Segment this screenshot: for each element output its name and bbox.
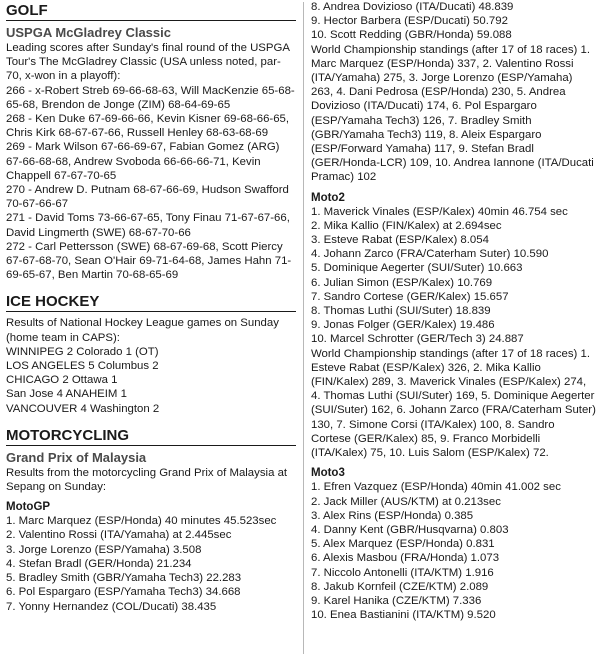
moto-rule [6, 445, 296, 446]
moto3-result: 8. Jakub Kornfeil (CZE/KTM) 2.089 [311, 580, 489, 593]
moto3-result: 3. Alex Rins (ESP/Honda) 0.385 [311, 509, 474, 522]
motogp-standings: World Championship standings (after 17 of 18 races) 1. Marc Marquez (ESP/Honda) 337, 2. Valentino Rossi (ITA/Yamaha) 275, 3. Jorge Lorenzo (ESP/Yamaha) 263, 4. Dani Pedrosa (ESP/Honda) 230, 5. Andrea Dovizioso (ITA/Ducati) 174, 6. Pol Espargaro (ESP/Yamaha Tech3) 126, 7. Bradley Smith (GBR/Yamaha Tech3) 119, 8. Aleix Espargaro (ESP/Forward Yamaha) 117, 9. Stefan Bradl (GER/Honda-LCR) 109, 10. Andrea Iannone (ITA/Ducati Pramac) 102 [311, 43, 594, 184]
golf-score: 271 - David Toms 73-66-67-65, Tony Finau 71-67-67-66, David Lingmerth (SWE) 68-67-70-66 [6, 212, 290, 239]
motogp-result: 2. Valentino Rossi (ITA/Yamaha) at 2.445sec [6, 529, 232, 542]
golf-score: 270 - Andrew D. Putnam 68-67-66-69, Hudson Swafford 70-67-66-67 [6, 184, 289, 211]
moto2-result: 9. Jonas Folger (GER/Kalex) 19.486 [311, 319, 495, 332]
motogp-result: 7. Yonny Hernandez (COL/Ducati) 38.435 [6, 600, 217, 613]
moto3-result: 7. Niccolo Antonelli (ITA/KTM) 1.916 [311, 566, 494, 579]
moto3-result: 4. Danny Kent (GBR/Husqvarna) 0.803 [311, 523, 509, 536]
moto2-result: 7. Sandro Cortese (GER/Kalex) 15.657 [311, 290, 509, 303]
motogp-result: 9. Hector Barbera (ESP/Ducati) 50.792 [311, 15, 508, 28]
moto2-result: 4. Johann Zarco (FRA/Caterham Suter) 10.590 [311, 248, 549, 261]
moto3-result: 2. Jack Miller (AUS/KTM) at 0.213sec [311, 495, 501, 508]
golf-score: 272 - Carl Pettersson (SWE) 68-67-69-68, Scott Piercy 67-67-68-70, Sean O'Hair 69-71-64-68, James Hahn 71-69-65-67, Ben Martin 70-68-65-69 [6, 240, 292, 282]
moto2-standings: World Championship standings (after 17 of 18 races) 1. Esteve Rabat (ESP/Kalex) 326, 2. Mika Kallio (FIN/Kalex) 289, 3. Maverick Vinales (ESP/Kalex) 274, 4. Thomas Luthi (SUI/Suter) 169, 5. Dominique Aegerter (SUI/Suter) 162, 6. Johann Zarco (FRA/Caterham Suter) 130, 7. Simone Corsi (ITA/Kalex) 100, 8. Sandro Cortese (GER/Kalex) 85, 9. Franco Morbidelli (ITA/Kalex) 75, 10. Luis Salom (ESP/Kalex) 72. [311, 347, 596, 460]
hockey-result: WINNIPEG 2 Colorado 1 (OT) [6, 345, 159, 358]
golf-rule [6, 20, 296, 21]
moto2-result: 1. Maverick Vinales (ESP/Kalex) 40min 46.754 sec [311, 205, 568, 218]
hockey-result: VANCOUVER 4 Washington 2 [6, 402, 160, 415]
moto2-result: 10. Marcel Schrotter (GER/Tech 3) 24.887 [311, 333, 524, 346]
motogp-result: 6. Pol Espargaro (ESP/Yamaha Tech3) 34.668 [6, 586, 241, 599]
moto3-result: 5. Alex Marquez (ESP/Honda) 0.831 [311, 538, 495, 551]
hockey-result: CHICAGO 2 Ottawa 1 [6, 374, 118, 387]
motogp-result: 4. Stefan Bradl (GER/Honda) 21.234 [6, 557, 192, 570]
hockey-intro: Results of National Hockey League games on Sunday (home team in CAPS): [6, 317, 279, 344]
moto2-label: Moto2 [311, 191, 345, 204]
motogp-result: 8. Andrea Dovizioso (ITA/Ducati) 48.839 [311, 1, 514, 13]
golf-score: 268 - Ken Duke 67-69-66-66, Kevin Kisner 69-68-66-65, Chris Kirk 68-67-67-66, Russell Henley 68-63-68-69 [6, 113, 290, 140]
motogp-result: 1. Marc Marquez (ESP/Honda) 40 minutes 45.523sec [6, 515, 277, 528]
moto-event-title: Grand Prix of Malaysia [6, 449, 147, 465]
moto2-result: 8. Thomas Luthi (SUI/Suter) 18.839 [311, 305, 491, 318]
motogp-result: 5. Bradley Smith (GBR/Yamaha Tech3) 22.283 [6, 572, 242, 585]
hockey-rule [6, 311, 296, 312]
golf-score: 269 - Mark Wilson 67-66-69-67, Fabian Gomez (ARG) 67-66-68-68, Andrew Svoboda 66-66-66-71, Kevin Chappell 67-67-70-65 [6, 141, 280, 182]
moto3-result: 9. Karel Hanika (CZE/KTM) 7.336 [311, 594, 482, 607]
golf-heading: GOLF [6, 2, 48, 19]
moto2-result: 6. Julian Simon (ESP/Kalex) 10.769 [311, 276, 493, 289]
moto3-label: Moto3 [311, 467, 345, 480]
motogp-result: 10. Scott Redding (GBR/Honda) 59.088 [311, 29, 512, 42]
moto3-result: 6. Alexis Masbou (FRA/Honda) 1.073 [311, 552, 500, 565]
golf-score: 266 - x-Robert Streb 69-66-68-63, Will MacKenzie 65-68-65-68, Brendon de Jonge (ZIM) 68-64-69-65 [6, 84, 295, 111]
moto2-result: 5. Dominique Aegerter (SUI/Suter) 10.663 [311, 262, 523, 275]
moto-intro: Results from the motorcycling Grand Prix of Malaysia at Sepang on Sunday: [6, 466, 288, 494]
column-separator [303, 2, 304, 654]
left-column [6, 0, 296, 614]
golf-intro: Leading scores after Sunday's final round of the USPGA Tour's The McGladrey Classic (USA unless noted, par-70, x-won in a playoff): [6, 42, 290, 83]
hockey-heading: ICE HOCKEY [6, 293, 100, 311]
moto2-result: 3. Esteve Rabat (ESP/Kalex) 8.054 [311, 234, 489, 247]
motogp-result: 3. Jorge Lorenzo (ESP/Yamaha) 3.508 [6, 543, 202, 556]
hockey-result: San Jose 4 ANAHEIM 1 [6, 388, 127, 401]
moto3-result: 1. Efren Vazquez (ESP/Honda) 40min 41.002 sec [311, 481, 561, 494]
right-column [311, 0, 597, 622]
moto2-result: 2. Mika Kallio (FIN/Kalex) at 2.694sec [311, 219, 502, 232]
hockey-result: LOS ANGELES 5 Columbus 2 [6, 360, 159, 373]
golf-event-title: USPGA McGladrey Classic [6, 25, 171, 40]
moto3-result: 10. Enea Bastianini (ITA/KTM) 9.520 [311, 609, 496, 622]
motogp-label: MotoGP [6, 501, 51, 514]
moto-heading: MOTORCYCLING [6, 426, 130, 444]
